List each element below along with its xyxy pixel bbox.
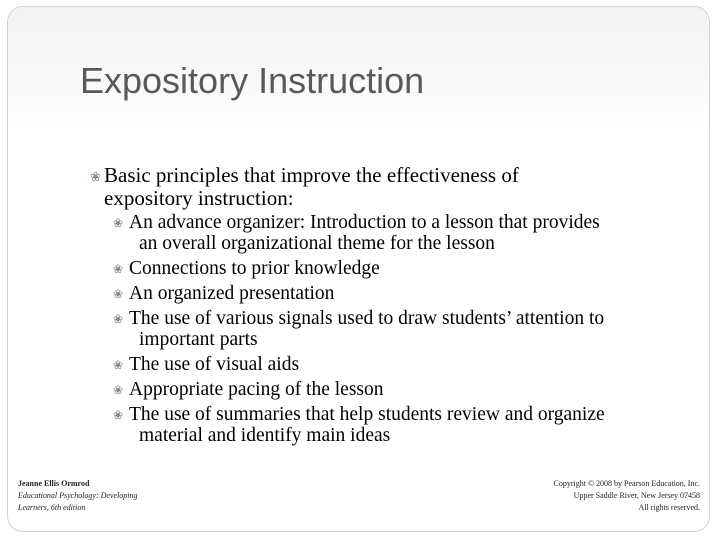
sub-bullet-item [113,354,693,375]
footer-book-line2: Learners, 6th edition [18,503,86,512]
copyright-line3: All rights reserved. [638,503,700,512]
footer-author: Jeanne Ellis Ormrod [18,479,90,488]
copyright-line2: Upper Saddle River, New Jersey 07458 [573,491,700,500]
sub-bullet-item [113,283,693,304]
sub-bullet-line1: The use of various signals used to draw students’ attention to [129,308,605,329]
flower-bullet-icon: ❀ [113,262,124,276]
main-bullet [90,164,650,210]
footer-book-line1: Educational Psychology: Developing [18,491,138,500]
main-bullet-line2: expository instruction: [104,186,294,210]
sub-bullet-line1: The use of visual aids [129,354,300,375]
sub-bullet-item [113,308,693,350]
sub-bullet-list [113,212,693,450]
sub-bullet-item [113,404,693,446]
flower-bullet-icon: ❀ [113,383,124,397]
flower-bullet-icon: ❀ [113,287,124,301]
sub-bullet-line1: Connections to prior knowledge [129,258,380,279]
footer-credit [18,478,138,514]
sub-bullet-line2: an overall organizational theme for the lesson [139,233,495,254]
flower-bullet-icon: ❀ [113,312,124,326]
sub-bullet-line1: Appropriate pacing of the lesson [129,379,384,400]
flower-bullet-icon: ❀ [113,216,124,230]
sub-bullet-line2: material and identify main ideas [139,425,391,446]
slide-title: Expository Instruction [80,60,425,101]
sub-bullet-line1: An organized presentation [129,283,335,304]
copyright-line1: Copyright © 2008 by Pearson Education, Inc. [553,479,700,488]
sub-bullet-line1: An advance organizer: Introduction to a lesson that provides [129,212,600,233]
flower-bullet-icon: ❀ [90,169,101,184]
main-bullet-line1: Basic principles that improve the effectiveness of [104,163,519,187]
flower-bullet-icon: ❀ [113,408,124,422]
sub-bullet-line2: important parts [139,329,258,350]
footer-copyright [554,478,701,514]
sub-bullet-line1: The use of summaries that help students review and organize [129,404,605,425]
sub-bullet-item [113,379,693,400]
sub-bullet-item [113,212,693,254]
sub-bullet-item [113,258,693,279]
flower-bullet-icon: ❀ [113,358,124,372]
